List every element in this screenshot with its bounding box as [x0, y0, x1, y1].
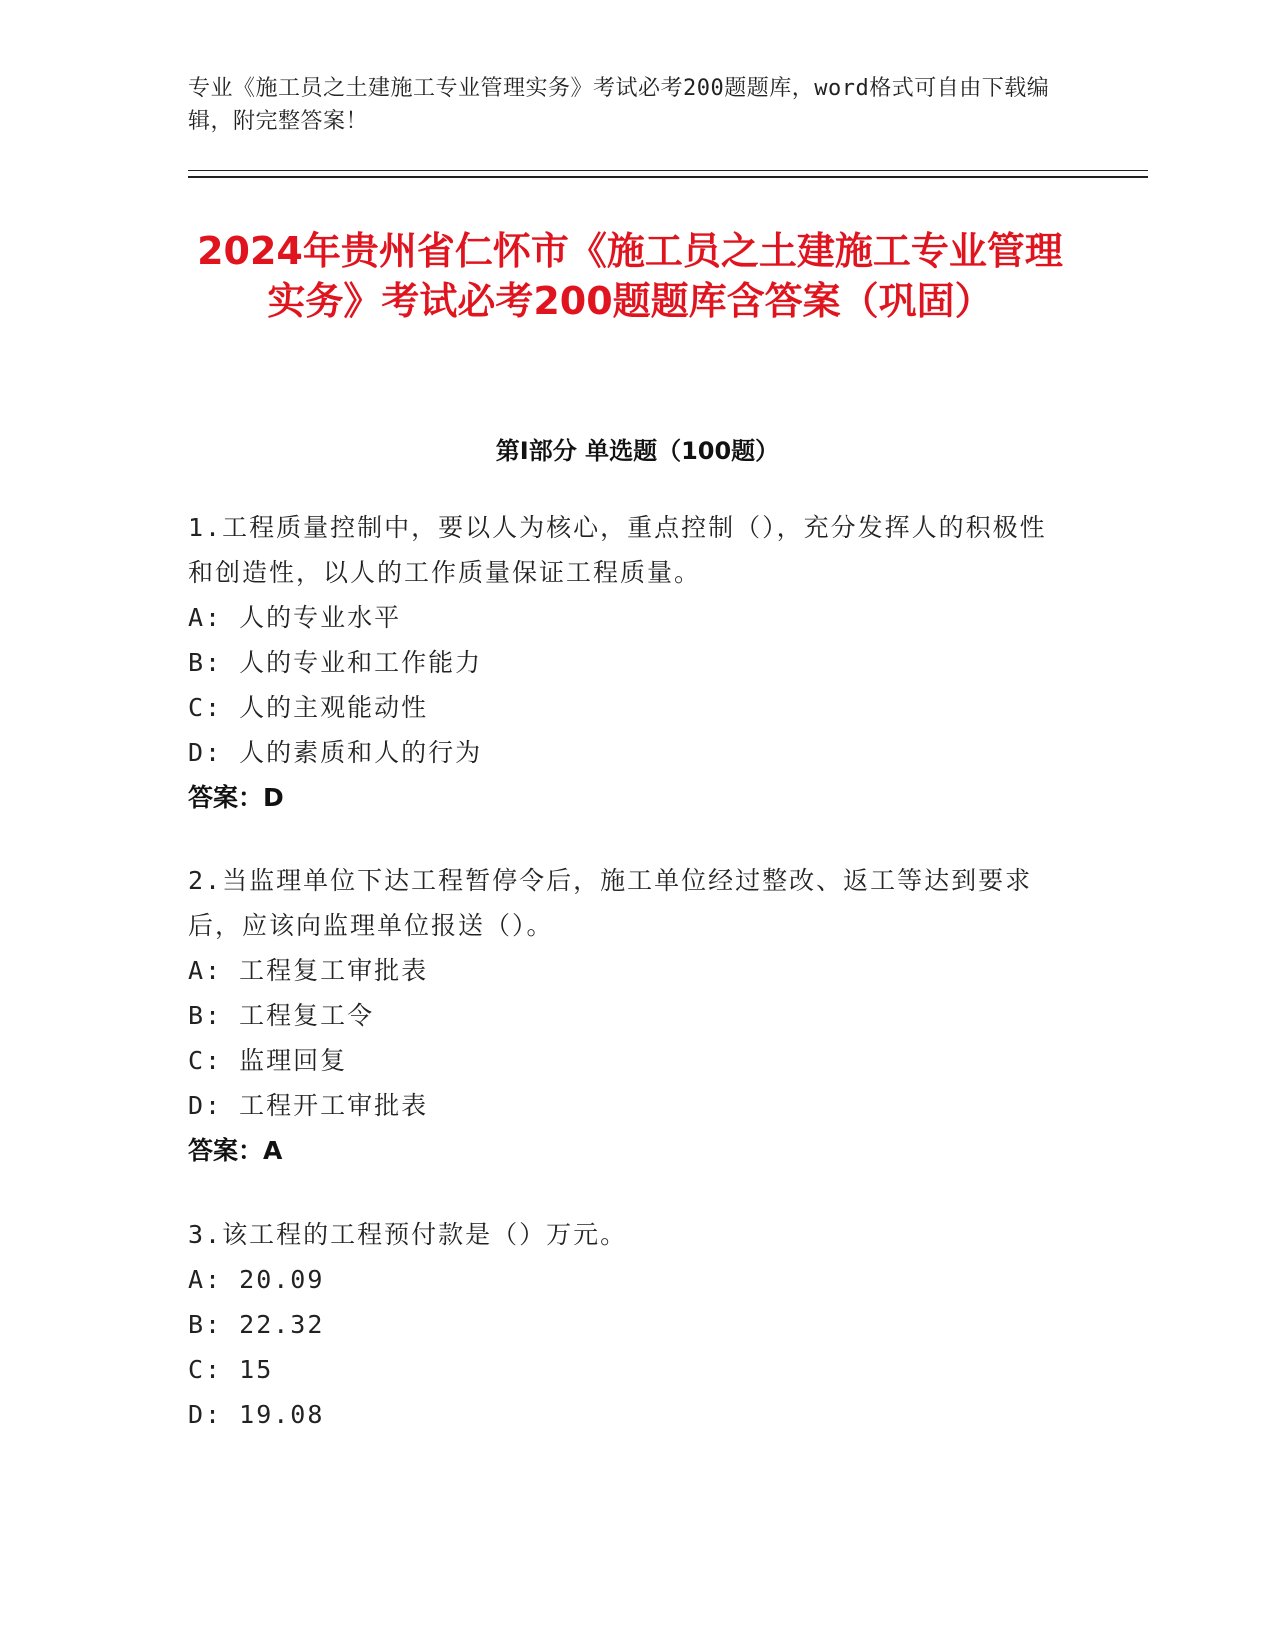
option-d: D: 人的素质和人的行为: [188, 738, 483, 767]
question-1: [188, 505, 1068, 820]
header-note: 专业《施工员之土建施工专业管理实务》考试必考200题题库，word格式可自由下载编辑，附完整答案！: [188, 76, 1050, 134]
option-b: B: 22.32: [188, 1310, 325, 1339]
option-b: B: 人的专业和工作能力: [188, 648, 483, 677]
question-stem: 3.该工程的工程预付款是（）万元。: [188, 1220, 628, 1249]
question-3: [188, 1212, 1068, 1437]
option-c: C: 人的主观能动性: [188, 693, 429, 722]
question-stem: 1.工程质量控制中，要以人为核心，重点控制（），充分发挥人的积极性和创造性，以人的工作质量保证工程质量。: [188, 513, 1047, 587]
question-2: [188, 858, 1068, 1173]
header-divider-thin: [188, 170, 1148, 171]
answer: 答案：A: [188, 1136, 283, 1165]
option-c: C: 15: [188, 1355, 274, 1384]
option-d: D: 19.08: [188, 1400, 325, 1429]
option-a: A: 工程复工审批表: [188, 956, 429, 985]
question-stem: 2.当监理单位下达工程暂停令后，施工单位经过整改、返工等达到要求后，应该向监理单位报送（）。: [188, 866, 1033, 940]
option-b: B: 工程复工令: [188, 1001, 375, 1030]
option-d: D: 工程开工审批表: [188, 1091, 429, 1120]
document-title: 2024年贵州省仁怀市《施工员之土建施工专业管理实务》考试必考200题题库含答案（巩固）: [197, 229, 1063, 323]
answer: 答案：D: [188, 783, 284, 812]
header-divider-thick: [188, 176, 1148, 178]
option-c: C: 监理回复: [188, 1046, 348, 1075]
option-a: A: 20.09: [188, 1265, 325, 1294]
section-heading: 第Ⅰ部分 单选题（100题）: [495, 437, 780, 465]
option-a: A: 人的专业水平: [188, 603, 402, 632]
